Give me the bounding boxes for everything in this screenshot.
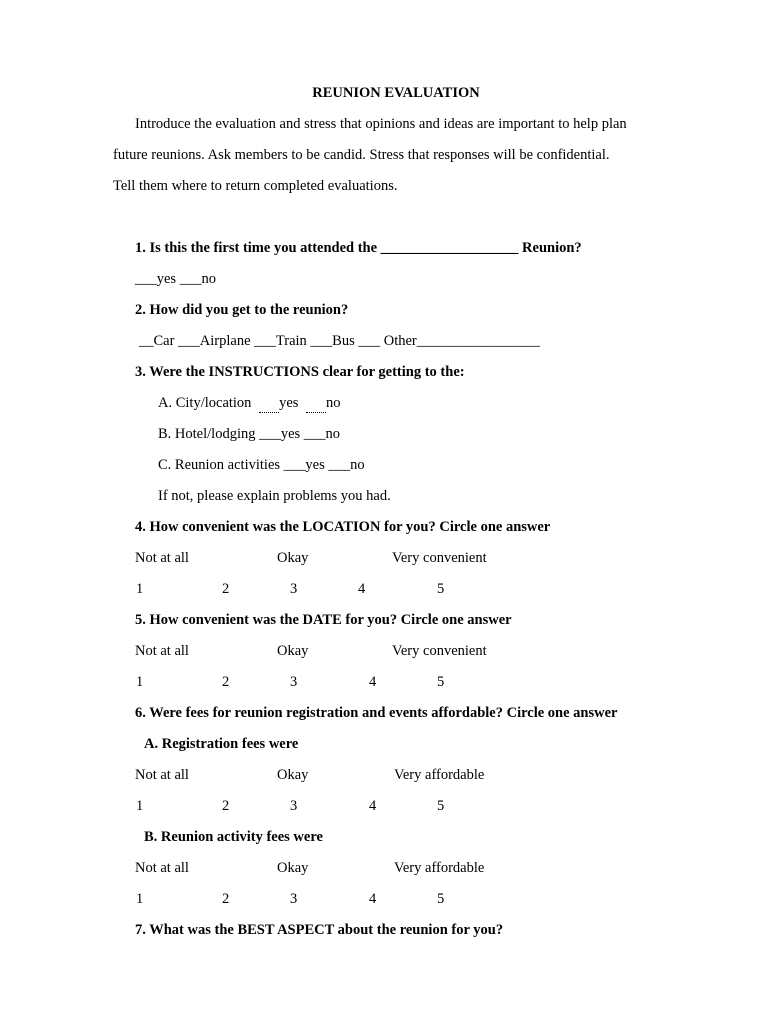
- intro-line-1: Introduce the evaluation and stress that opinions and ideas are important to help plan: [135, 116, 627, 132]
- intro-line-3: Tell them where to return completed evaluations.: [113, 178, 398, 194]
- q6b-option-1[interactable]: 1: [136, 891, 144, 907]
- q5-scale-mid-label: Okay: [277, 643, 309, 659]
- q6a-option-3[interactable]: 3: [290, 798, 298, 814]
- q6a-scale-low-label: Not at all: [135, 767, 189, 783]
- q6a-scale-mid-label: Okay: [277, 767, 309, 783]
- q6b-option-2[interactable]: 2: [222, 891, 230, 907]
- q6b-scale-mid-label: Okay: [277, 860, 309, 876]
- q4-scale-mid-label: Okay: [277, 550, 309, 566]
- q4-option-5[interactable]: 5: [437, 581, 445, 597]
- question-7: 7. What was the BEST ASPECT about the reunion for you?: [135, 922, 504, 938]
- q4-option-2[interactable]: 2: [222, 581, 230, 597]
- question-6: 6. Were fees for reunion registration and events affordable? Circle one answer: [135, 705, 618, 721]
- q6b-option-4[interactable]: 4: [369, 891, 377, 907]
- question-3a-no-blank[interactable]: [306, 394, 326, 413]
- q6a-option-1[interactable]: 1: [136, 798, 144, 814]
- q4-option-3[interactable]: 3: [290, 581, 298, 597]
- q5-option-2[interactable]: 2: [222, 674, 230, 690]
- q5-scale-high-label: Very convenient: [392, 643, 487, 659]
- q4-scale-high-label: Very convenient: [392, 550, 487, 566]
- question-3c[interactable]: C. Reunion activities ___yes ___no: [158, 457, 365, 473]
- q5-scale-low-label: Not at all: [135, 643, 189, 659]
- q6a-option-5[interactable]: 5: [437, 798, 445, 814]
- question-6b: B. Reunion activity fees were: [144, 829, 323, 845]
- question-5: 5. How convenient was the DATE for you? Circle one answer: [135, 612, 512, 628]
- q6b-option-3[interactable]: 3: [290, 891, 298, 907]
- q6b-scale-low-label: Not at all: [135, 860, 189, 876]
- q6a-option-4[interactable]: 4: [369, 798, 377, 814]
- question-3a-no-label: no: [326, 395, 341, 411]
- q4-scale-low-label: Not at all: [135, 550, 189, 566]
- question-1: 1. Is this the first time you attended the ___________________ Reunion?: [135, 240, 582, 256]
- question-2: 2. How did you get to the reunion?: [135, 302, 349, 318]
- question-3a[interactable]: [158, 394, 341, 413]
- question-4: 4. How convenient was the LOCATION for you? Circle one answer: [135, 519, 551, 535]
- intro-line-2: future reunions. Ask members to be candid. Stress that responses will be confidential.: [113, 147, 610, 163]
- q6b-scale-high-label: Very affordable: [394, 860, 485, 876]
- question-1-options[interactable]: ___yes ___no: [135, 271, 216, 287]
- q6a-option-2[interactable]: 2: [222, 798, 230, 814]
- question-2-options[interactable]: __Car ___Airplane ___Train ___Bus ___ Other_________________: [139, 333, 541, 349]
- question-3a-label: A. City/location: [158, 395, 252, 411]
- question-6a: A. Registration fees were: [144, 736, 299, 752]
- q6b-option-5[interactable]: 5: [437, 891, 445, 907]
- q4-option-1[interactable]: 1: [136, 581, 144, 597]
- question-3-explain: If not, please explain problems you had.: [158, 488, 391, 504]
- question-3: 3. Were the INSTRUCTIONS clear for getting to the:: [135, 364, 465, 380]
- q5-option-1[interactable]: 1: [136, 674, 144, 690]
- question-3a-yes-label: yes: [279, 395, 299, 411]
- q5-option-5[interactable]: 5: [437, 674, 445, 690]
- q4-option-4[interactable]: 4: [358, 581, 366, 597]
- question-3b[interactable]: B. Hotel/lodging ___yes ___no: [158, 426, 341, 442]
- page-title: REUNION EVALUATION: [312, 85, 480, 101]
- q6a-scale-high-label: Very affordable: [394, 767, 485, 783]
- question-3a-yes-blank[interactable]: [259, 394, 279, 413]
- q5-option-4[interactable]: 4: [369, 674, 377, 690]
- q5-option-3[interactable]: 3: [290, 674, 298, 690]
